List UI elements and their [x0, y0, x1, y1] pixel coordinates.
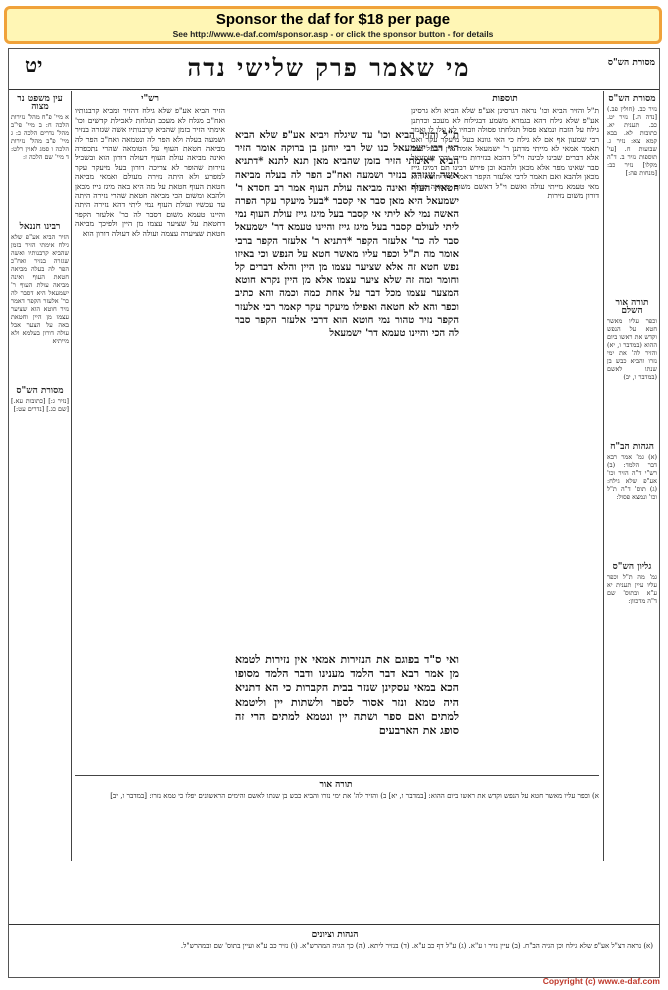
hagahot-notes: (א) גמ' אמר רבא דבר הלמד: (ב) רש"י ד"ה הזיר וכו' אע"פ שלא גילח: (ג) תוס' ד"ה ת"ל וכו' ונמצא פסול:	[607, 453, 657, 501]
gemara-text-2: ואי ס"ד בפוגם את הנזירות אמאי אין נזירות לטמא מן אמר רבא דבר הלמד מענינו ודבר הלמד מסופו הכא במאי עסקינן שנזר בבית הקברות כי הא דתניא היה טמא ונזר אסור לספר ולשתות יין וליטמא למתים ואם ספר ושתה יין ונטמא למתים הרי זה סופג את הארבעים	[235, 653, 459, 738]
chapter-title: מי שאמר פרק שלישי נדה	[187, 53, 471, 82]
gemara-main-text	[235, 129, 459, 649]
tosafot-text: ת"ל והזיר הביא וכו' נראה דגרסינן אע"פ שלא הביא ולא גרסינן אע"פ שלא גילח דהא בגמרא משמע דבגילוח לא מעכב וכדתנן גילח על הזבח ונמצא פסול תגלחתו פסולה וזבחיו לא עלו לו ואמר רבי שמעון אף אם לא גילח כי האי גוונא בעל מיעקר עקר ואם תאמר אמאי לא מייתי מדתנן ר' ישמעאל אומר אין הבעל מפר אלא דברים שבינו לבינה וי"ל דהכא בנזירות מיירי ורבי ישמעאל סבר שאינו מפר אלא מכאן ולהבא וכן פירש רבינו תם דמיגז גייז מכאן ולהבא ואם תאמר לרבי אלעזר הקפר דאמר נזיר חוטא הוא מאי טעמא מייתי עולה ואשם וי"ל דאשם משום טומאה ועולה דורון משום נזירות	[411, 106, 599, 201]
footer-notes	[17, 929, 653, 973]
tosafot-title: תוספות	[492, 94, 518, 104]
bottom-margin-text: א) וכפר עליו מאשר חטא על הנפש וקדש את ראשו ביום ההוא: [במדבר ו, יא] ב) והזיר לה' את ימי נזרו והביא כבש בן שנתו לאשם והימים הראשונים יפלו כי טמא נזרו: [במדבר ו, יב]	[110, 791, 599, 800]
sponsor-banner[interactable]	[4, 6, 662, 44]
page-footer	[9, 924, 659, 977]
rashi-column	[75, 93, 225, 653]
gilyon-label: גליון הש"ס	[612, 562, 652, 572]
daf-number: יט	[25, 53, 43, 77]
lower-divider	[75, 775, 599, 776]
bottom-commentary	[73, 779, 599, 861]
ein-mishpat-notes: א מיי' פ"ח מהל' נזירות הלכה ח: ב מיי' פי"ב מהל' נדרים הלכה כ: ג מיי' פ"ב מהל' נזירות הלכה ו סמג לאוין רלט: ד מיי' שם הלכה ז:	[11, 113, 69, 161]
torah-or-notes: וכפר עליו מאשר חטא על הנפש וקדש את ראשו ביום ההוא (במדבר ו, יא) והזיר לה' את ימי נזרו והביא כבש בן שנתו לאשם (במדבר ו, יב)	[607, 317, 657, 381]
left-masoret-notes: [נזיר ג:] [כתובות עא.] [שם כג.] [נדרים עט:]	[11, 397, 69, 413]
left-margin	[11, 93, 69, 863]
right-margin-notes: נזיר כב. (חולין פב.) [נדה ה.] נזיר יט. כב. תענית יא. כתובות לא. בבא קמא צא: נזיר ג. שבועות ח. [עי' תוספות נזיר ב. ד"ה מקלו] נזיר כב: [מנחות פה:]	[607, 105, 657, 177]
sponsor-title: Sponsor the daf for $18 per page	[215, 11, 451, 28]
bottom-margin-label: תורה אור	[319, 780, 353, 790]
gilyon-notes: גמ' מה ת"ל וכפר עליו עיין תענית יא ע"א ובתוס' שם ד"ה מדכוון:	[607, 573, 657, 605]
rashi-title: רש"י	[141, 94, 159, 104]
footer-title: הגהות וציונים	[311, 930, 359, 940]
left-masoret-label: מסורת הש"ס	[16, 386, 64, 396]
sponsor-link[interactable]: See http://www.e-daf.com/sponsor.asp - or click the sponsor button - for details	[172, 29, 494, 39]
gemara-main-text-2	[235, 653, 459, 773]
copyright-label[interactable]: Copyright (c) www.e-daf.com	[542, 976, 660, 986]
rabbeinu-chananel-label: רבינו חננאל	[19, 222, 61, 232]
hagahot-label: הגהות הב"ח	[610, 442, 654, 452]
page-header	[9, 49, 659, 90]
left-margin-divider	[71, 91, 72, 861]
ein-mishpat-label: עין משפט נר מצוה	[17, 94, 63, 112]
torah-or-label: תורה אור השלם	[615, 298, 649, 316]
gemara-text: ת"ל והזיר הביא וכו' עד שיגלח ויביא אע"פ שלא הביא הוי רבי ישמעאל כנו של רבי יוחנן בן ברוקה אומר הזיר הביא *אימתי הזיר בזמן שהביא מאן תנא לתנא *דתניא אשה שגזרה בנזיר ושמעה ואח"כ הפר לה בעלה מביאה חטאת העוף ואינה מביאה עולת העוף אמר רב חסדא ר' ישמעאל היא מאן סבר אי קסבר *בעל מיעקר עקר הפרה האשה נמי לא ליתי אי קסבר בעל מיגז גייז עולת העוף נמי ליתי לעולם קסבר בעל מיגז גייז והיינו טעמא דר' ישמעאל סבר לה כר' אלעזר הקפר *דתניא ר' אלעזר הקפר ברבי אומר מה ת"ל וכפר עליו מאשר חטא על הנפש וכי באיזו נפש חטא זה אלא שציער עצמו מן היין והלא דברים קל וחומר ומה זה שלא ציער עצמו אלא מן היין נקרא חוטא המצער עצמו מכל דבר על אחת כמה וכמה והא כתיב וכפר והא לא חטאה ואפילו מיעקר עקר קאמר רבי אלעזר הקפר נזיר טהור נמי חוטא הוא דרבי אלעזר הקפר סבר לה הכי והיינו טעמא דר' ישמעאל	[235, 130, 459, 340]
right-margin-label: מסורת הש"ס	[608, 94, 656, 104]
right-margin-divider	[603, 91, 604, 861]
folio-label: מסורת הש"ס	[607, 58, 655, 68]
rabbeinu-chananel-text: הזיר הביא אע"פ שלא גילח אימתי הזיר בזמן שהביא קרבנותיו ואשה שגזרה בנזיר ואח"כ הפר לה בעלה מביאה חטאת העוף ואינה מביאה עולת העוף ר' ישמעאל היא דסבר לה כר' אלעזר הקפר דאמר נזיר חוטא הוא שציער עצמו מן היין וחטאת באה על הצער אבל עולה דורון בעלמא ולא מייתיא	[11, 233, 69, 345]
rashi-text: הזיר הביא אע"פ שלא גילח דהזיר ומביא קרבנותיו ואח"כ מגלח לא מעכב תגלחת לאכילת קדשים וכו' אימתי הזיר בזמן שהביא קרבנותיו אשה שגזרה בנזיר ושמעה בעלה ולא הפר לה ונטמאה ואח"כ הפר לה מביאה חטאת העוף על הטומאה שהרי נתכפרה ואינה מביאה עולת העוף דעולה דורון הוא ובשביל נזירות שהופר לא צריכה דורון בעל מיעקר עקר למפרע ולא היתה נזירה מעולם ואמאי מביאה חטאת העוף חטאת על מה היא באה מיגז גייז מכאן ולהבא ומשום הכי מביאה חטאת שהרי נזירה היתה עד עכשיו ועולת העוף נמי ליתי דהא נזירה היתה והיינו טעמא משום דסבר לה כר' אלעזר הקפר דחטאת על שציער עצמו מן היין ולפיכך מביאה חטאת שציערה עצמה ועולה לא דעולה דורון הוא	[75, 106, 225, 238]
right-margin	[607, 93, 657, 853]
talmud-page	[8, 48, 660, 978]
footer-text: (א) נראה דצ"ל אע"פ שלא גילח וכן הגיה הב"ח. (ב) עיין נזיר ו ע"א. (ג) ע"ל דף כב ע"א. (ד) בנזיר ליתא. (ה) כך הגיה המהרש"א. (ו) נזיר כב ע"א ועיין בתוס' שם ובמהרש"ל.	[180, 941, 653, 950]
